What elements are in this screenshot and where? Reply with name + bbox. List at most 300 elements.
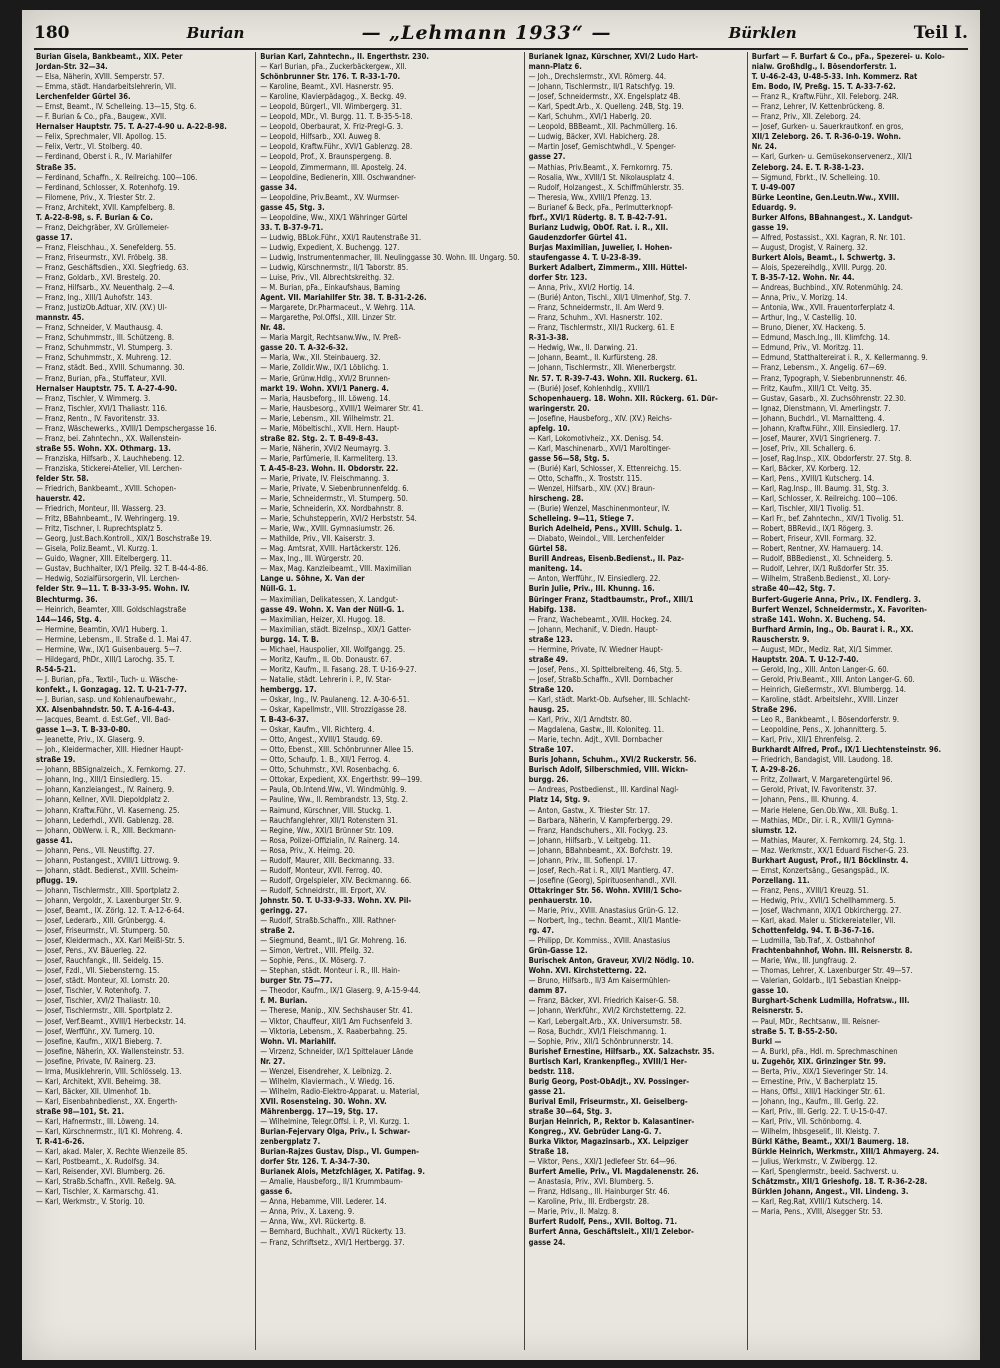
- directory-entry-line: Johnstr. 50. T. U-33-9-33. Wohn. XV. Pil-: [260, 895, 412, 905]
- directory-entry-line: — Raimund, Kürschner, VIII. Stuckg. 1.: [260, 805, 392, 815]
- directory-entry-line: — Thomas, Lehrer, X. Laxenburger Str. 49—57.: [751, 966, 913, 976]
- directory-entry-line: burger Str. 75—77.: [260, 976, 333, 986]
- directory-entry-line: — Franz, Tischlermstr., XII/1 Ruckerg. 61. E: [528, 323, 675, 333]
- directory-entry-line: geringg. 27.: [260, 905, 308, 915]
- directory-entry-line: — Wilhelmine, Telegr.Offsl. i. P., VI. Kurzg. 1.: [260, 1116, 410, 1126]
- directory-entry-line: Burfert Wenzel, Schneidermstr., X. Favoriten-: [751, 604, 927, 614]
- directory-entry-line: — Hedwig, Ww., II. Darwing. 21.: [528, 343, 638, 353]
- directory-title: — „Lehmann 1933“ —: [361, 22, 612, 44]
- directory-entry-line: — Karl, Schuhm., XVI/1 Haberlg. 20.: [528, 112, 652, 122]
- directory-entry-line: — Valerian, Goldarb., II/1 Sebastian Kneipp-: [751, 976, 902, 986]
- directory-entry-line: — Johann, Vergoldr., X. Laxenburger Str. 9.: [36, 895, 182, 905]
- directory-entry-line: — Karl, Spenglermstr., beeid. Sachverst. u.: [751, 1167, 899, 1177]
- directory-entry-line: — Philipp, Dr. Kommiss., XVIII. Anastasius: [528, 936, 671, 946]
- directory-entry-line: — Maximilian, städt. BizeInsp., XIX/1 Gatter-: [260, 624, 412, 634]
- directory-entry-line: — Anastasia, Priv., XVI. Blumberg. 5.: [528, 1177, 654, 1187]
- directory-entry-line: Gaudenzdorfer Gürtel 41.: [528, 232, 627, 242]
- header-last-entry: Bürklen: [728, 24, 797, 42]
- directory-entry-line: — Ferdinand, Schlosser, X. Rotenhofg. 19.: [36, 182, 180, 192]
- directory-entry-line: — Franz, Bäcker, XVI. Friedrich Kaiser-G. 58.: [528, 996, 679, 1006]
- directory-entry-line: Lange u. Söhne, X. Van der: [260, 574, 365, 584]
- directory-entry-line: — August, Drogist, V. Rainerg. 32.: [751, 242, 868, 252]
- directory-entry-line: — Josef, Rag.Insp., XIX. Obdorferstr. 27. Stg. 8.: [751, 453, 912, 463]
- directory-entry-line: — Josefine, Private, IV. Rainerg. 23.: [36, 1056, 156, 1066]
- directory-entry-line: T. R-41-6-26.: [36, 1137, 85, 1147]
- directory-entry-line: — Franz, Priv., XII. Zeleborg. 24.: [751, 112, 861, 122]
- directory-entry-line: — Karl, Lebergalt.Arb., XX. Universumstr. 58.: [528, 1016, 682, 1026]
- entry-columns: [32, 52, 970, 1350]
- directory-entry-line: — Karl, Gurken- u. Gemüsekonservenerz., XII/1: [751, 152, 913, 162]
- directory-entry-line: gasse 56—58, Stg. 5.: [528, 453, 610, 463]
- directory-entry-line: — Alois, Spezereihdlg., XVIII. Purgg. 20.: [751, 262, 887, 272]
- directory-entry-line: Nr. 24.: [751, 142, 777, 152]
- directory-entry-line: — Bernhard, Buchhalt., XVI/1 Rückerty. 13.: [260, 1227, 406, 1237]
- directory-entry-line: — Johann, BBSignalzeich., X. Fernkorng. 27.: [36, 765, 186, 775]
- directory-entry-line: — Karl, akad. Maler u. Stickereiateller, VII.: [751, 916, 896, 926]
- directory-entry-line: mannstr. 45.: [36, 313, 85, 323]
- directory-entry-line: — Marie, Priv., XVIII. Anastasius Grün-G. 12.: [528, 905, 679, 915]
- directory-entry-line: Hernalser Hauptstr. 75. T. A-27-4-90.: [36, 383, 178, 393]
- directory-entry-line: — Wilhelm, Ihbsgeselif., III. Kleistg. 7.: [751, 1127, 880, 1137]
- directory-entry-line: 33. T. B-37-9-71.: [260, 222, 324, 232]
- directory-entry-line: — Josef, Beamt., IX. Zörlg. 12. T. A-12-6-64.: [36, 905, 185, 915]
- directory-entry-line: straße 30—64, Stg. 3.: [528, 1106, 613, 1116]
- directory-entry-line: — August, MDr., Mediz. Rat, XI/1 Simmer.: [751, 644, 893, 654]
- directory-entry-line: — Oskar, Kapellmstr., VIII. Strozzigasse 28.: [260, 705, 407, 715]
- directory-entry-line: — Anna, Priv., X. Laxeng. 9.: [260, 1207, 355, 1217]
- directory-entry-line: — Max, Mag. Kanzleibeamt., VIII. Maximilian: [260, 564, 412, 574]
- directory-entry-line: — Maria, Hausbeforg., III. Löweng. 14.: [260, 393, 391, 403]
- directory-entry-line: — Karl, Werkmstr., V. Storig. 10.: [36, 1197, 145, 1207]
- directory-entry-line: — Berta, Priv., XIX/1 Sieveringer Str. 14.: [751, 1066, 889, 1076]
- directory-entry-line: — Josef, städt. Monteur, XI. Lornstr. 20.: [36, 976, 170, 986]
- directory-entry-line: f. M. Burian.: [260, 996, 308, 1006]
- directory-entry-line: — Ludwig, BBLok.Führ., XXI/1 Rautenstraße 31.: [260, 232, 422, 242]
- directory-entry-line: 144—146, Stg. 4.: [36, 614, 102, 624]
- directory-entry-line: — Franz, Hdlsang., III. Hainburger Str. 46.: [528, 1187, 670, 1197]
- directory-entry-line: — Rudolf, Schneidrstr., III. Erport, XV.: [260, 885, 387, 895]
- directory-entry-line: gasse 21.: [528, 1086, 566, 1096]
- directory-entry-line: — Karl, Pens., XVIII/1 Kutscherg. 14.: [751, 473, 875, 483]
- directory-entry-line: — Oskar, Kaufm., VII. Richterg. 4.: [260, 725, 375, 735]
- directory-entry-line: konfekt., I. Gonzagag. 12. T. U-21-7-77.: [36, 684, 187, 694]
- directory-entry-line: — Barbara, Näherin, V. Kampferbergg. 29.: [528, 815, 673, 825]
- directory-entry-line: — Karl, Bäcker, XV. Korberg. 12.: [751, 463, 861, 473]
- directory-entry-line: T. A-45-8-23. Wohn. II. Obdorstr. 22.: [260, 463, 399, 473]
- directory-entry-line: — Friedrich, Bandagist, VIII. Laudong. 18.: [751, 755, 893, 765]
- directory-entry-line: — Irma, Musiklehrerin, VIII. Schlösselg. 13.: [36, 1066, 182, 1076]
- directory-entry-line: — Johann, Tischlermstr., II/1 Ratschfyg. 19.: [528, 82, 675, 92]
- directory-entry-line: — Josef, Kleidermach., XX. Karl Meißl-Str. 5.: [36, 936, 185, 946]
- directory-entry-line: — Max, Ing., III. Würgerstr. 20.: [260, 554, 364, 564]
- directory-entry-line: Burisch Adolf, Silberschmied, VIII. Wickn-: [528, 765, 688, 775]
- directory-entry-line: Ottakringer Str. 56. Wohn. XVIII/1 Scho-: [528, 885, 682, 895]
- directory-entry-line: — Otto, Angest., XVIII/1 Staudg. 69.: [260, 735, 383, 745]
- directory-entry-line: dorfer Str. 123.: [528, 273, 588, 283]
- directory-entry-line: — Mathias, Priv.Beamt., X. Fernkornrg. 75.: [528, 162, 673, 172]
- directory-entry-line: Grün-Gasse 12.: [528, 946, 588, 956]
- directory-entry-line: Straße 35.: [36, 162, 77, 172]
- directory-entry-line: — Anna, Priv., XVI/2 Hortig. 14.: [528, 283, 635, 293]
- directory-entry-line: — Josef, Werfführ., XV. Turnerg. 10.: [36, 1026, 155, 1036]
- directory-entry-line: — Franz, Schuhmmstr., III. Schützeng. 8.: [36, 333, 175, 343]
- directory-entry-line: — Karl, Lokomotivheiz., XX. Denisg. 54.: [528, 433, 664, 443]
- directory-entry-line: — Karl, Architekt, XVII. Beheimg. 38.: [36, 1076, 161, 1086]
- directory-entry-line: — Sophie, Priv., XII/1 Schönbrunnerstr. 14.: [528, 1036, 674, 1046]
- directory-entry-line: XX. Alsenbahndstr. 50. T. A-16-4-43.: [36, 705, 175, 715]
- directory-entry-line: — Otto, Ebenst., XIII. Schönbrunner Allee 15.: [260, 745, 414, 755]
- directory-entry-line: — Pauline, Ww., II. Rembrandstr. 13, Stg. 2.: [260, 795, 408, 805]
- directory-entry-line: straße 123.: [528, 634, 573, 644]
- directory-entry-line: — Ludwig, Kürschnermstr., II/1 Taborstr. 85.: [260, 262, 409, 272]
- directory-entry-line: — Ernst, Beamt., IV. Schelleing. 13—15, Stg. 6.: [36, 102, 197, 112]
- directory-entry-line: siumstr. 12.: [751, 825, 797, 835]
- directory-entry-line: Eduardg. 9.: [751, 202, 797, 212]
- directory-entry-line: — J. Burian, pFa., Textil-, Tuch- u. Wäsche-: [36, 674, 178, 684]
- directory-entry-line: — Rudolf, Holzangest., X. Schiffmühlerstr. 35.: [528, 182, 684, 192]
- directory-entry-line: damm 87.: [528, 986, 567, 996]
- directory-entry-line: — Karl, Kürschnermstr., II/1 Kl. Mohreng. 4.: [36, 1127, 183, 1137]
- directory-entry-line: — Franz, Burian, pFa., Stuffateur, XVII.: [36, 373, 167, 383]
- directory-entry-line: Burian Karl, Zahntechn., II. Engerthstr. 230.: [260, 52, 430, 61]
- directory-entry-line: staufengasse 4. T. U-23-8-39.: [528, 252, 642, 262]
- directory-entry-line: — Hans, Offsl., XIII/1 Hackinger Str. 61.: [751, 1086, 886, 1096]
- directory-entry-line: straße 55. Wohn. XX. Othmarg. 13.: [36, 443, 171, 453]
- directory-entry-line: Bürklen Johann, Angest., VII. Lindeng. 3.: [751, 1187, 909, 1197]
- directory-entry-line: — Karl, Reisender, XVI. Blumberg. 26.: [36, 1167, 165, 1177]
- directory-entry-line: — Franz, Lehrer, IV. Kettenbrückeng. 8.: [751, 102, 885, 112]
- directory-entry-line: — Margarete, Dr.Pharmaceut., V. Wehrg. 11A.: [260, 303, 416, 313]
- directory-entry-line: — Rudolf, Lehrer, IX/1 Rußdorfer Str. 35.: [751, 564, 889, 574]
- directory-entry-line: — Karl, Spedt.Arb., X. Quelleng. 24B, Stg. 19.: [528, 102, 684, 112]
- directory-entry-line: — Karoline, Klavierpädagog., X. Beckg. 49.: [260, 92, 407, 102]
- directory-entry-line: hirscheng. 28.: [528, 494, 584, 504]
- directory-entry-line: — Karl, Bäcker, XII. Ulmenhof. 1b.: [36, 1086, 151, 1096]
- directory-entry-line: — Franz, JustizOb.Adtuar, XIV. (XV.) Ul-: [36, 303, 167, 313]
- directory-entry-line: — Johann, Kellner, XVII. Diepoldplatz 2.: [36, 795, 170, 805]
- directory-entry-line: Burian-Rajzes Gustav, Disp., VI. Gumpen-: [260, 1147, 419, 1157]
- directory-entry-line: Gürtel 58.: [528, 544, 568, 554]
- directory-entry-line: — Josef, Tischlermstr., XIII. Sportplatz 2.: [36, 1006, 173, 1016]
- directory-entry-line: — Franz, Schneidermstr., II. Am Werd 9.: [528, 303, 664, 313]
- directory-entry-line: — Hermine, Beamtin, XVI/1 Huberg. 1.: [36, 624, 168, 634]
- directory-entry-line: — Karl, Maschinenarb., XVI/1 Maroltinger-: [528, 443, 671, 453]
- directory-entry-line: — Leopold, Bürgerl., VII. Wimbergerg. 31.: [260, 102, 402, 112]
- directory-entry-line: — Franz, Geschäftsdien., XXI. Siegfriedg. 63.: [36, 262, 189, 272]
- directory-entry-line: gasse 1—3. T. B-33-0-80.: [36, 725, 131, 735]
- directory-entry-line: — Jacques, Beamt. d. Est.Gef., VII. Bad-: [36, 715, 171, 725]
- directory-entry-line: — Leopoldine, Priv.Beamt., XV. Wurmser-: [260, 192, 400, 202]
- directory-entry-line: straße 141. Wohn. X. Bucheng. 54.: [751, 614, 886, 624]
- directory-entry-line: Burkl —: [751, 1036, 782, 1046]
- directory-entry-line: R-31-3-38.: [528, 333, 569, 343]
- directory-entry-line: — Paula, Ob.Intend.Ww., VI. Windmühlg. 9.: [260, 785, 407, 795]
- directory-entry-line: — Norbert, Ing., techn. Beamt., XII/1 Mantle-: [528, 916, 681, 926]
- directory-entry-line: — Regine, Ww., XXI/1 Brünner Str. 109.: [260, 825, 394, 835]
- directory-entry-line: straße 5. T. B-55-2-50.: [751, 1026, 838, 1036]
- directory-entry-line: Straße 18.: [528, 1147, 569, 1157]
- directory-entry-line: — Johann, Ing., XIII/1 Einsiedlerg. 15.: [36, 775, 163, 785]
- directory-entry-line: — Maz. Werkmstr., XX/1 Eduard Fischer-G. 23.: [751, 845, 909, 855]
- directory-entry-line: Burfert Anna, Geschäftsleit., XII/1 Zelebor-: [528, 1227, 694, 1237]
- directory-entry-line: T. A-29-8-26.: [751, 765, 801, 775]
- directory-entry-line: — Martin Josef, Gemischtwhdl., V. Spenger-: [528, 142, 676, 152]
- directory-entry-line: Platz 14, Stg. 9.: [528, 795, 591, 805]
- directory-entry-line: — (Burie) Wenzel, Maschinenmonteur, IV.: [528, 504, 670, 514]
- directory-entry-line: Nr. 27.: [260, 1056, 286, 1066]
- directory-entry-line: dorfer Str. 126. T. A-34-7-30.: [260, 1157, 370, 1167]
- directory-entry-line: hembergg. 17.: [260, 684, 317, 694]
- directory-entry-line: — Andreas, Buchbind., XIV. Rotenmühlg. 24.: [751, 283, 903, 293]
- directory-entry-line: — Maria, Pens., XVIII, Alsegger Str. 53.: [751, 1207, 883, 1217]
- directory-entry-line: — Edmund, Priv., VI. Moritzg. 11.: [751, 343, 864, 353]
- directory-entry-line: — Franziska, Stickerei-Atelier, VII. Lerchen-: [36, 463, 182, 473]
- directory-entry-line: — Franz, Typograph, V. Siebenbrunnenstr. 46.: [751, 373, 907, 383]
- directory-entry-line: — Diabato, Weindol., VIII. Lerchenfelder: [528, 534, 665, 544]
- directory-entry-line: — Leo R., Bankbeamt., I. Bösendorferstr. 9.: [751, 715, 899, 725]
- directory-entry-line: Burfart — F. Burfart & Co., pFa., Spezerei- u. Kolo-: [751, 52, 945, 61]
- directory-entry-line: penhauerstr. 10.: [528, 895, 593, 905]
- directory-entry-line: — Marie, Schneiderin, XX. Nordbahnstr. 8.: [260, 504, 404, 514]
- directory-entry-line: Blechturmg. 36.: [36, 594, 98, 604]
- directory-entry-line: — Luise, Priv., VII. Albrechtskreithg. 32.: [260, 273, 395, 283]
- directory-entry-line: — Anton, Werfführ., IV. Einsiedlerg. 22.: [528, 574, 661, 584]
- directory-entry-line: — Josef, Pens., XI. Spittelbreiteng. 46, Stg. 5.: [528, 664, 683, 674]
- directory-entry-line: — Anna, Hebamme, VIII. Lederer. 14.: [260, 1197, 387, 1207]
- directory-entry-line: — Johann, Priv., III. Sofienpl. 17.: [528, 855, 638, 865]
- directory-entry-line: — Marie, techn. Adjt., XVII. Dornbacher: [528, 735, 663, 745]
- directory-entry-line: — Franz, Rentn., IV. Favoritenstr. 33.: [36, 413, 160, 423]
- directory-entry-line: — Rosa, Buchdr., XVI/1 Fleischmanng. 1.: [528, 1026, 667, 1036]
- directory-entry-line: Zeleborg. 24. E. T. R-38-1-23.: [751, 162, 864, 172]
- directory-entry-line: — Maximilian, Heizer, XI. Hugog. 18.: [260, 614, 386, 624]
- directory-entry-line: — Anton, Gastw., X. Triester Str. 17.: [528, 805, 650, 815]
- directory-entry-line: — Johann, Kraftw.Führ., VI. Kaserneng. 25.: [36, 805, 180, 815]
- directory-entry-line: Straße 120.: [528, 684, 574, 694]
- directory-entry-line: zenbergplatz 7.: [260, 1137, 321, 1147]
- directory-entry-line: T. B-35-7-12. Wohn. Nr. 44.: [751, 273, 855, 283]
- directory-entry-line: — Ottokar, Expedient, XX. Engerthstr. 99—199.: [260, 775, 423, 785]
- directory-entry-line: — Virzenz, Schneider, IX/1 Spittelauer Lände: [260, 1046, 414, 1056]
- directory-entry-line: — Karl, akad. Maler, X. Rechte Wienzeile 85.: [36, 1147, 188, 1157]
- directory-entry-line: — Franz, Architekt, XVII. Kampfelberg. 8.: [36, 202, 175, 212]
- directory-entry-line: — Franz, Schuhmmstr., X. Muhreng. 12.: [36, 353, 172, 363]
- directory-entry-line: — Georg, Just.Bach.Kontroll., XIX/1 Boschstraße 19.: [36, 534, 212, 544]
- directory-entry-line: — Johann, Kraftw.Führ., XIII. Einsiedlerg. 17.: [751, 423, 901, 433]
- directory-entry-line: — Burianef & Beck, pFa., Perlmutterknopf-: [528, 202, 673, 212]
- directory-entry-line: — Franz, Ing., XIII/1 Auhofstr. 143.: [36, 293, 153, 303]
- directory-entry-line: — Franz, Goldarb., XVI. Brestelg. 20.: [36, 273, 161, 283]
- directory-entry-line: — Johann, Buchdrl., VI. Marnaltteng. 4.: [751, 413, 885, 423]
- directory-entry-line: — Siegmund, Beamt., II/1 Gr. Mohreng. 16.: [260, 936, 407, 946]
- directory-entry-line: — Hedwig, Sozialfürsorgerin, VII. Lerchen-: [36, 574, 180, 584]
- directory-entry-line: — Josef, Rech.-Rat i. R., XII/1 Mantlerg. 47.: [528, 865, 674, 875]
- directory-entry-line: Burghart-Schenk Ludmilla, Hofratsw., III.: [751, 996, 910, 1006]
- directory-entry-line: felder Str. 58.: [36, 473, 89, 483]
- directory-entry-line: — Gerold, Priv.Beamt., XIII. Anton Langer-G. 60.: [751, 674, 915, 684]
- directory-entry-line: — Marie, Schneidermstr., VI. Stumperg. 50.: [260, 494, 408, 504]
- directory-entry-line: — Josef, Rauchfangk., III. Seidelg. 15.: [36, 956, 164, 966]
- directory-entry-line: — Josef, Maurer, XVI/1 Singrienerg. 7.: [751, 433, 881, 443]
- directory-entry-line: fbrf., XVI/1 Rüdertg. 8. T. B-42-7-91.: [528, 212, 668, 222]
- directory-entry-line: — Josefine (Georg), Spirituosenhandl., XVII.: [528, 875, 677, 885]
- directory-entry-line: XII/1 Zeleborg. 26. T. R-36-0-19. Wohn.: [751, 132, 901, 142]
- directory-entry-line: Nr. 57. T. R-39-7-43. Wohn. XII. Ruckerg. 61.: [528, 373, 698, 383]
- directory-entry-line: Jordan-Str. 32—34.: [36, 62, 108, 72]
- directory-entry-line: Burfert Amelie, Priv., VI. Magdalenenstr. 26.: [528, 1167, 699, 1177]
- directory-entry-line: — Johann, Pens., III. Khunng. 4.: [751, 795, 859, 805]
- directory-page: [22, 10, 980, 1360]
- directory-entry-line: Burianek Alois, Metzfchläger, X. Patifag. 9.: [260, 1167, 426, 1177]
- directory-entry-line: hausg. 25.: [528, 705, 569, 715]
- directory-entry-line: — Leopold, Kraftw.Führ., XVI/1 Gablenzg. 28.: [260, 142, 413, 152]
- directory-entry-line: — Franz, Deichgräber, XV. Grüllemeier-: [36, 222, 169, 232]
- directory-entry-line: Bürkle Heinrich, Werkmstr., XIII/1 Ahmayerg. 24.: [751, 1147, 939, 1157]
- directory-entry-line: — Gerold, Privat, IV. Favoritenstr. 37.: [751, 785, 877, 795]
- directory-entry-line: — Franz, Friseurmstr., XVI. Fröbelg. 38.: [36, 252, 168, 262]
- directory-entry-line: Em. Bodo, IV, Preßg. 15. T. A-33-7-62.: [751, 82, 896, 92]
- directory-entry-line: — Leopoldine, Pens., X. Johannitterg. 5.: [751, 725, 887, 735]
- directory-entry-line: markt 19. Wohn. XVI/1 Panerg. 4.: [260, 383, 389, 393]
- directory-entry-line: — Josef, Wachmann, XIX/1 Obkirchergg. 27.: [751, 905, 902, 915]
- directory-entry-line: — Johann, Postangest., XVIII/1 Littrowg. 9.: [36, 855, 180, 865]
- directory-entry-line: — Hildegard, PhDr., XIII/1 Larochg. 35. T.: [36, 654, 175, 664]
- column-4: [747, 52, 970, 1350]
- directory-entry-line: — Magdalena, Gastw., III. Koloniteg. 11.: [528, 725, 664, 735]
- directory-entry-line: — Gustav, Buchhalter, IX/1 Pfeilg. 32 T. B-44-4-86.: [36, 564, 209, 574]
- directory-entry-line: Burin Julie, Priv., III. Khunng. 16.: [528, 584, 655, 594]
- directory-entry-line: — Jeanette, Priv., IX. Glaserg. 9.: [36, 735, 145, 745]
- directory-entry-line: — Josef, Tischler, V. Rotenhofg. 7.: [36, 986, 151, 996]
- directory-entry-line: — Franziska, Hilfsarb., X. Lauchhebeng. 12.: [36, 453, 185, 463]
- directory-entry-line: — Rosalia, Ww., XVIII/1 St. Nikolausplatz 4.: [528, 172, 675, 182]
- directory-entry-line: — Marie, Zolldir.Ww., IX/1 Löblichg. 1.: [260, 363, 389, 373]
- directory-entry-line: — Stephan, städt. Monteur i. R., III. Hain-: [260, 966, 400, 976]
- directory-entry-line: — Franz, Lebensm., X. Angelig. 67—69.: [751, 363, 887, 373]
- directory-entry-line: Mährenbergg. 17—19, Stg. 17.: [260, 1106, 378, 1116]
- directory-entry-line: Büringer Franz, Stadtbaumstr., Prof., XIII/1: [528, 594, 694, 604]
- directory-entry-line: — Johann, Hilfsarb., V. Leitgebg. 11.: [528, 835, 651, 845]
- directory-entry-line: — Josef, Priv., XII. Schallerg. 6.: [751, 443, 856, 453]
- directory-entry-line: — Karl, Schlosser, X. Reilreichg. 100—106.: [751, 494, 898, 504]
- directory-entry-line: — Moritz, Kaufm., II. Fasang. 28. T. U-16-9-27.: [260, 664, 417, 674]
- directory-entry-line: — Marie, Grünw.Hdlg., XVI/2 Brunnen-: [260, 373, 391, 383]
- directory-entry-line: — Josef, Lederarb., XIII. Grünbergg. 4.: [36, 916, 166, 926]
- directory-entry-line: — Wilhelm, Straßenb.Bedienst., XI. Lory-: [751, 574, 891, 584]
- directory-entry-line: Schopenhauerg. 18. Wohn. XII. Rückerg. 61. Dür-: [528, 393, 718, 403]
- directory-entry-line: — Josef, Verf.Beamt., XVIII/1 Herbeckstr. 14.: [36, 1016, 186, 1026]
- directory-entry-line: — Franz, Tischler, V. Wimmerg. 3.: [36, 393, 151, 403]
- directory-entry-line: — Therese, Manip., XIV. Sechshauser Str. 41.: [260, 1006, 413, 1016]
- page-header: [34, 18, 968, 50]
- directory-entry-line: waringerstr. 20.: [528, 403, 590, 413]
- directory-entry-line: — Joh., Drechslermstr., XVI. Römerg. 44.: [528, 72, 667, 82]
- directory-entry-line: — Franz, Handschuhers., XII. Fockyg. 23.: [528, 825, 668, 835]
- directory-entry-line: Porzellang. 11.: [751, 875, 810, 885]
- directory-entry-line: straße 49.: [528, 654, 568, 664]
- directory-entry-line: — Mathias, Maurer, X. Fernkornrg. 24, Stg. 1.: [751, 835, 906, 845]
- directory-entry-line: — Heinrich, Beamter, XIII. Goldschlagstraße: [36, 604, 187, 614]
- directory-entry-line: — Josef, Fzdl., VII. Siebensterng. 15.: [36, 966, 160, 976]
- directory-entry-line: — Hedwig, Priv., XVII/1 Schellhammerg. 5.: [751, 895, 896, 905]
- directory-entry-line: — Karl, Tischler, XII/1 Tivolig. 51.: [751, 504, 865, 514]
- directory-entry-line: Buris Johann, Schuhm., XVI/2 Ruckerstr. 56.: [528, 755, 697, 765]
- directory-entry-line: gasse 45, Stg. 3.: [260, 202, 325, 212]
- directory-entry-line: Straße 296.: [751, 705, 797, 715]
- directory-entry-line: — Natalie, städt. Lehrerin i. P., IV. Star-: [260, 674, 392, 684]
- directory-entry-line: — Friedrich, Monteur, III. Wasserg. 23.: [36, 504, 166, 514]
- directory-entry-line: — Heinrich, Gießermstr., XVI. Blumbergg. 14.: [751, 684, 906, 694]
- directory-entry-line: — Hermine, Private, IV. Wiedner Haupt-: [528, 644, 663, 654]
- directory-entry-line: — M. Burian, pFa., Einkaufshaus, Baming: [260, 283, 400, 293]
- directory-entry-line: — Maximilian, Delikatessen, X. Landgut-: [260, 594, 399, 604]
- directory-entry-line: Rauscherstr. 9.: [751, 634, 810, 644]
- directory-entry-line: — Antonia, Ww., XVII. Frauentorferplatz 4.: [751, 303, 895, 313]
- directory-entry-line: — Franz, Fleischhau., X. Senefelderg. 55.: [36, 242, 176, 252]
- directory-entry-line: Burker Alfons, BBahnangest., X. Landgut-: [751, 212, 913, 222]
- directory-entry-line: — Franz, Schneider, V. Mauthausg. 4.: [36, 323, 163, 333]
- directory-entry-line: — Wenzel, Hilfsarb., XIV. (XV.) Braun-: [528, 484, 655, 494]
- directory-entry-line: — Theodor, Kaufm., IX/1 Glaserg. 9, A-15-9-44.: [260, 986, 421, 996]
- directory-entry-line: Burjas Maximilian, Juwelier, I. Hohen-: [528, 242, 673, 252]
- directory-entry-line: — Fritz, Zollwart, V. Margaretengürtel 96.: [751, 775, 893, 785]
- directory-entry-line: Straße 107.: [528, 745, 574, 755]
- directory-entry-line: felder Str. 9—11. T. B-33-3-95. Wohn. IV.: [36, 584, 190, 594]
- directory-entry-line: — Karl, Priv., III. Gerlg. 22. T. U-15-0-47.: [751, 1106, 888, 1116]
- directory-entry-line: burgg. 26.: [528, 775, 569, 785]
- directory-entry-line: — Leopold, Zimmermann, III. Apostelg. 24.: [260, 162, 407, 172]
- directory-entry-line: — Leopold, Hilfsarb., XXI. Auweg 8.: [260, 132, 381, 142]
- directory-entry-line: — Josef, Pens., XV. Bäuerleg. 22.: [36, 946, 147, 956]
- directory-entry-line: — Karl, städt. Markt-Ob. Aufseher, III. Schlacht-: [528, 695, 691, 704]
- directory-entry-line: mann-Platz 6.: [528, 62, 582, 72]
- directory-entry-line: Reisnerstr. 5.: [751, 1006, 803, 1016]
- directory-entry-line: — Marie, Parfümerie, II. Karmeliterg. 13.: [260, 453, 398, 463]
- directory-entry-line: Schottenfeldg. 94. T. B-36-7-16.: [751, 926, 875, 936]
- directory-entry-line: — Johann, Werkführ., XVI/2 Kirchstetterng. 22.: [528, 1006, 687, 1016]
- directory-entry-line: T. U-49-007: [751, 182, 796, 192]
- directory-entry-line: Burianz Ludwig, ObOf. Rat. i. R., XII.: [528, 222, 669, 232]
- directory-entry-line: — Julius, Werkmstr., V. Zwibergg. 12.: [751, 1157, 878, 1167]
- directory-entry-line: — Marie, Ww., XVIII. Gymnasiumstr. 26.: [260, 524, 395, 534]
- directory-entry-line: — Johann, Tischlermstr., XII. Wienerbergstr.: [528, 363, 677, 373]
- directory-entry-line: gasse 24.: [528, 1237, 566, 1247]
- directory-entry-line: — Marie, Ww., III. Jungfraug. 2.: [751, 956, 857, 966]
- directory-entry-line: — Rudolf, Monteur, XVII. Ferrog. 40.: [260, 865, 383, 875]
- directory-entry-line: — J. Burian, sasp. und Kohlenaufbewahr.,: [36, 695, 177, 704]
- part-label: Teil I.: [913, 23, 968, 43]
- directory-entry-line: — Viktor, Pens., XXI/1 Jedlefeer Str. 64—96.: [528, 1157, 677, 1167]
- directory-entry-line: Burkert Adalbert, Zimmerm., XIII. Hüttel-: [528, 262, 688, 272]
- directory-entry-line: T. U-46-2-43, U-48-5-33. Inh. Kommerz. Rat: [751, 72, 918, 82]
- directory-entry-line: — Mathias, MDr., Dir. i. R., XVIII/1 Gymna-: [751, 815, 894, 825]
- directory-entry-line: Burfert Rudolf, Pens., XVII. Boltog. 71.: [528, 1217, 678, 1227]
- directory-entry-line: Nr. 48.: [260, 323, 286, 333]
- directory-entry-line: Burig Georg, Post-ObAdjt., XV. Possinger-: [528, 1076, 690, 1086]
- directory-entry-line: Burkhart August, Prof., II/1 Böcklinstr. 4.: [751, 855, 909, 865]
- directory-entry-line: — Marie, Lebensm., XII. Wilhelmstr. 21.: [260, 413, 395, 423]
- directory-entry-line: nialw. Großhdlg., I. Bösendorferstr. 1.: [751, 62, 897, 72]
- directory-entry-line: — Wilhelm, Radio-Elektro-Apparat. u. Material,: [260, 1086, 420, 1096]
- directory-entry-line: — (Burié) Josef, Kohlenhdlg., XVIII/1: [528, 383, 651, 393]
- directory-entry-line: — Franz, Hilfsarb., XV. Neuenthalg. 2—4.: [36, 283, 175, 293]
- directory-entry-line: — Rudolf, Orgelspieler, XIV. Beckmanng. 66.: [260, 875, 412, 885]
- directory-entry-line: — Guido, Wagner, XIII. Eitelbergerg. 11.: [36, 554, 172, 564]
- directory-entry-line: — Karl, Postbeamt., X. Rudolfsg. 34.: [36, 1157, 160, 1167]
- directory-entry-line: u. Zugehör, XIX. Grinzinger Str. 99.: [751, 1056, 886, 1066]
- directory-entry-line: pflugg. 19.: [36, 875, 78, 885]
- directory-entry-line: gasse 17.: [36, 232, 73, 242]
